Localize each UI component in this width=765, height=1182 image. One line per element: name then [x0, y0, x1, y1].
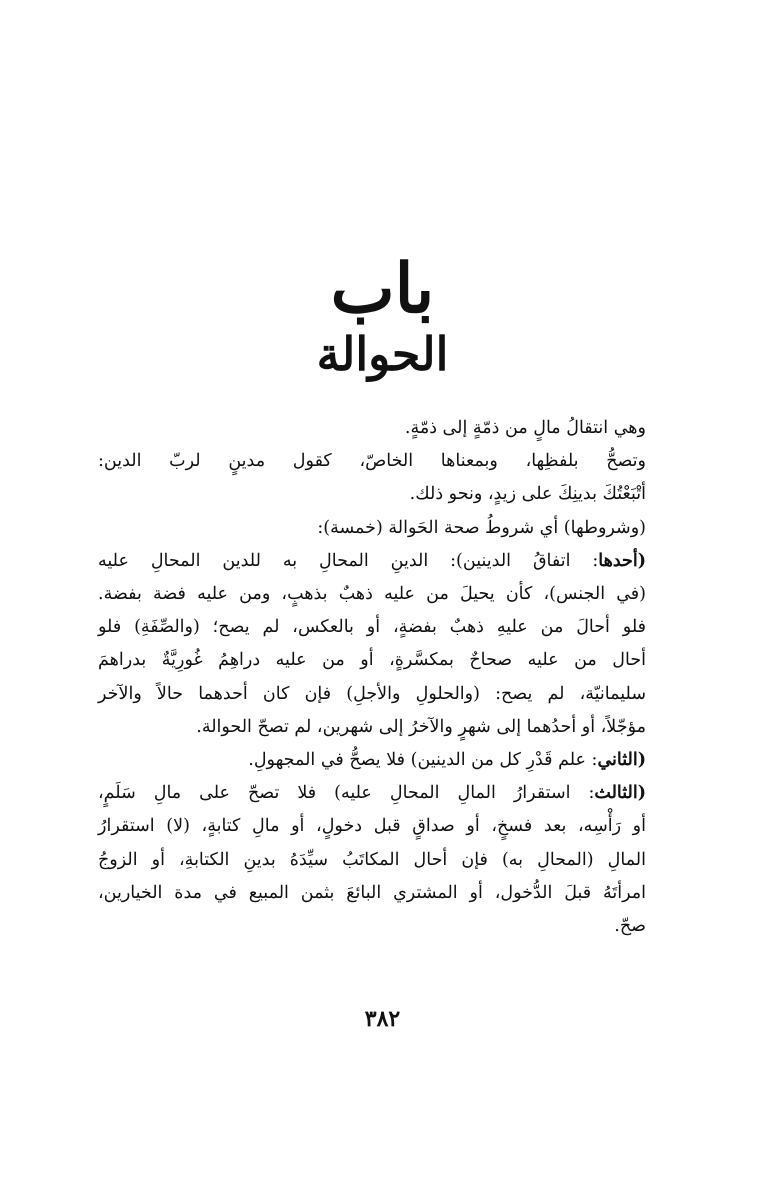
- body-text: [98, 412, 676, 943]
- paragraph-definition: [98, 412, 676, 445]
- text-line: وتصحُّ بلفظِها، وبمعناها الخاصّ، كقول مدينٍ لربّ الدين:: [98, 451, 646, 472]
- text-line: [98, 777, 676, 810]
- text-line: سليمانيّة، لم يصح: (والحلولِ والأجلِ) فإن كان أحدهما حالاً والآخر: [98, 683, 646, 704]
- paragraph-second-condition: [98, 744, 676, 777]
- text-span: : علم قَدْرِ كل من الدينين) فلا يصحُّ في المجهولِ.: [248, 750, 598, 771]
- text-line: أو رَأْسِه، بعد فسخٍ، أو صداقٍ قبل دخولٍ، أو مالِ كتابةٍ، (لا) استقرارُ: [98, 816, 646, 837]
- keyword-second: (الثاني: [597, 750, 646, 771]
- page-number: ٣٨٢: [364, 1006, 401, 1032]
- text-line: أتْبَعْتُكَ بدينِكَ على زيدٍ، ونحو ذلك.: [409, 484, 646, 505]
- chapter-word: باب: [330, 249, 435, 329]
- chapter-heading: [0, 248, 765, 384]
- text-line: أحال من عليه صحاحٌ بمكسَّرةٍ، أو من عليه دراهِمُ غُورِيَّةٌ بدراهمَ: [98, 650, 646, 671]
- paragraph-conditions: [98, 512, 676, 545]
- text-line: فلو أحالَ من عليهِ ذهبٌ بفضةٍ، أو بالعكس، لم يصح؛ (والصِّفَةِ) فلو: [98, 617, 646, 638]
- text-line: مؤجّلاً، أو أحدُهما إلى شهرٍ والآخرُ إلى شهرين، لم تصحّ الحوالة.: [196, 716, 646, 737]
- text-line: (وشروطها) أي شروطُ صحة الحَوالة (خمسة):: [317, 517, 646, 538]
- text-span: : استقرارُ المالِ المحالِ عليه) فلا تصحّ على مالِ سَلَمٍ،: [98, 783, 595, 804]
- paragraph-first-condition: [98, 545, 676, 744]
- keyword-first: (أحدها: [598, 550, 646, 571]
- text-line: المالِ (المحالِ به) فإن أحال المكاتَبُ سيِّدَهُ بدينِ الكتابةِ، أو الزوجُ: [98, 849, 646, 870]
- text-line: امرأتَهُ قبلَ الدُّخول، أو المشتري البائعَ بثمن المبيع في مدة الخيارين،: [98, 882, 646, 903]
- text-line: وهي انتقالُ مالٍ من ذمّةٍ إلى ذمّةٍ.: [404, 418, 646, 438]
- paragraph-third-condition: [98, 777, 676, 943]
- text-line: (في الجنس)، كأن يحيلَ من عليه ذهبٌ بذهبٍ، ومن عليه فضة بفضة.: [98, 584, 646, 605]
- text-line: [98, 545, 676, 578]
- text-line: [98, 744, 676, 777]
- keyword-third: (الثالث: [594, 783, 646, 804]
- chapter-title: الحوالة: [316, 327, 449, 381]
- text-span: : اتفاقُ الدينين): الدينِ المحالِ به للدين المحالِ عليه: [98, 550, 599, 571]
- paragraph-validity: [98, 445, 676, 511]
- text-line: صحّ.: [614, 916, 646, 937]
